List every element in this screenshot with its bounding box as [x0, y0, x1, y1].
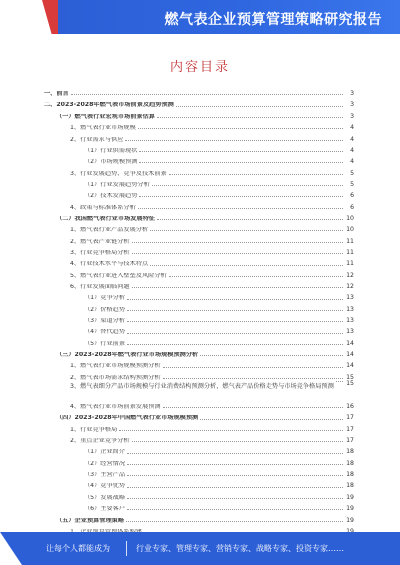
toc-leader-dots [138, 208, 343, 209]
toc-entry-page: 19 [346, 516, 354, 524]
toc-entry-page: 12 [346, 271, 354, 279]
toc-entry[interactable] [44, 358, 354, 369]
toc-entry-label: （1）企业简介 [44, 449, 126, 455]
toc-leader-dots [336, 381, 343, 382]
toc-entry-page: 5 [350, 180, 354, 188]
page-footer [0, 532, 400, 565]
toc-entry-label: 1、行业竞争格局 [44, 427, 118, 433]
toc-entry-page: 18 [346, 459, 354, 467]
toc-leader-dots [200, 355, 343, 356]
toc-entry-page: 3 [350, 112, 354, 120]
toc-entry[interactable] [44, 347, 354, 358]
toc-entry-label: 一、前言 [44, 91, 69, 98]
toc-entry[interactable] [44, 302, 354, 313]
toc-leader-dots [139, 162, 343, 163]
toc-entry-label: （2）技术发展趋势 [44, 193, 138, 199]
toc-entry-page: 13 [346, 294, 354, 302]
toc-entry-label: 4、燃气表行业市场前景发展预测 [44, 404, 162, 410]
toc-entry-page: 13 [346, 317, 354, 325]
toc-entry-page: 17 [346, 425, 354, 433]
toc-entry-page: 11 [346, 260, 354, 268]
toc-leader-dots [132, 242, 343, 243]
toc-entry-label: 2、行业需求与供应 [44, 137, 124, 143]
toc-entry-page: 18 [346, 482, 354, 490]
toc-entry-page: 4 [350, 135, 354, 143]
toc-entry-label: 3、行业竞争格局分析 [44, 250, 131, 256]
toc-leader-dots [127, 464, 343, 465]
toc-entry-label: （一）燃气表行业宏观市场前景估算 [44, 114, 156, 120]
toc-leader-dots [127, 487, 343, 488]
toc-entry[interactable] [44, 410, 354, 421]
toc-entry[interactable] [44, 86, 354, 97]
page-marker: · [345, 514, 347, 520]
toc-entry[interactable] [44, 501, 354, 512]
toc-entry-label: （1）行业发展趋势分析 [44, 182, 151, 188]
toc-entry-label: 二、2023-2028年燃气表市场前景及趋势预测 [44, 102, 174, 109]
toc-entry-label: （四）2023-2028年中国燃气表行业市场规模预测 [44, 415, 199, 421]
toc-entry[interactable] [44, 143, 354, 154]
toc-entry-label: （二）我国燃气表行业市场发展特征 [44, 216, 156, 222]
toc-entry[interactable] [44, 456, 354, 467]
toc-leader-dots [71, 94, 343, 95]
toc-entry-page: 4 [350, 124, 354, 132]
toc-entry-page: 17 [346, 437, 354, 445]
toc-entry-page: 11 [346, 237, 354, 245]
toc-entry-label: （2）经营情况 [44, 461, 126, 467]
toc-entry-page: 10 [346, 214, 354, 222]
toc-leader-dots [139, 151, 343, 152]
toc-entry[interactable] [44, 370, 354, 381]
toc-entry-page: 14 [346, 362, 354, 370]
toc-entry-label: 2、燃气表市场需求结构预测分析 [44, 375, 162, 381]
toc-entry[interactable] [44, 154, 354, 165]
toc-entry-label: （1）行业供需现状 [44, 148, 138, 154]
toc-entry[interactable] [44, 268, 354, 279]
toc-entry-label: （2）市场规模预测 [44, 159, 138, 165]
footer-divider [126, 541, 127, 556]
toc-entry[interactable] [44, 313, 354, 324]
toc-heading: 内容目录 [169, 60, 230, 75]
toc-entry[interactable] [44, 233, 354, 244]
toc-entry-page: 3 [350, 90, 354, 98]
toc-entry[interactable] [44, 211, 354, 222]
toc-leader-dots [139, 196, 343, 197]
toc-entry-label: （三）2023-2028年燃气表行业市场规模预测分析 [44, 352, 199, 358]
toc-entry[interactable] [44, 245, 354, 256]
toc-entry[interactable] [44, 512, 354, 523]
toc-entry-label: 1、燃气表行业产品发展分析 [44, 227, 149, 233]
toc-entry-label: （1）竞争分析 [44, 295, 126, 301]
toc-entry-label: （4）替代趋势 [44, 329, 126, 335]
toc-leader-dots [125, 140, 343, 141]
toc-entry[interactable] [44, 336, 354, 347]
toc-entry-page: 16 [346, 403, 354, 411]
toc-leader-dots [127, 321, 343, 322]
toc-leader-dots [127, 453, 343, 454]
toc-leader-dots [127, 475, 343, 476]
toc-leader-dots [157, 117, 343, 118]
toc-entry-label: （4）竞争优势 [44, 483, 126, 489]
toc-entry-label: 3、行业发展趋势、竞争及技术前景 [44, 171, 168, 177]
toc-entry[interactable] [44, 120, 354, 131]
toc-entry-page: 5 [350, 169, 354, 177]
toc-entry[interactable] [44, 444, 354, 455]
toc-entry[interactable] [44, 290, 354, 301]
toc-entry-page: 3 [350, 101, 354, 109]
toc-entry[interactable] [44, 279, 354, 290]
toc-entry-page: 4 [350, 158, 354, 166]
toc-leader-dots [163, 407, 343, 408]
toc-entry-page: 18 [346, 448, 354, 456]
toc-entry[interactable] [44, 177, 354, 188]
toc-entry-page: 6 [350, 192, 354, 200]
toc-entry[interactable] [44, 131, 354, 142]
toc-leader-dots [157, 219, 343, 220]
toc-entry-page: 18 [346, 471, 354, 479]
toc-entry[interactable] [44, 490, 354, 501]
toc-entry[interactable] [44, 467, 354, 478]
toc-entry-page: 19 [346, 493, 354, 501]
toc-entry[interactable] [44, 256, 354, 267]
toc-entry-page: 14 [346, 351, 354, 359]
toc-entry-page: 17 [346, 414, 354, 422]
toc-entry[interactable] [44, 478, 354, 489]
report-title: 燃气表企业预算管理策略研究报告 [164, 12, 382, 28]
toc-entry-label: （3）主营产品 [44, 472, 126, 478]
toc-leader-dots [127, 333, 343, 334]
toc-entry-page: 4 [350, 146, 354, 154]
toc-entry-page: 15 [346, 379, 354, 387]
toc-entry-page: 13 [346, 328, 354, 336]
toc-entry[interactable] [44, 188, 354, 199]
toc-leader-dots [152, 185, 343, 186]
toc-entry-label: 2、重点企业竞争分析 [44, 438, 131, 444]
toc-leader-dots [163, 378, 343, 379]
toc-entry-label: 3、燃气表细分产品市场规模与行业消费结构预测分析，燃气表产品价格走势与市场竞争格局预测 [44, 381, 335, 391]
toc-leader-dots [150, 265, 343, 266]
toc-leader-dots [132, 441, 343, 442]
toc-entry-page: 13 [346, 305, 354, 313]
toc-entry-page: 12 [346, 282, 354, 290]
toc-entry-label: 6、行业发展面临问题 [44, 284, 131, 290]
toc-entry[interactable] [44, 433, 354, 444]
toc-entry[interactable] [44, 222, 354, 233]
toc-leader-dots [176, 106, 343, 107]
toc-entry-label: （3）渠道分析 [44, 318, 126, 324]
toc-leader-dots [169, 276, 343, 277]
toc-leader-dots [127, 498, 343, 499]
toc-entry-page: 10 [346, 226, 354, 234]
toc-entry-label: （6）主要客户 [44, 506, 126, 512]
toc-entry-label: （5）发展战略 [44, 495, 126, 501]
page-header [0, 0, 400, 34]
toc-leader-dots [150, 230, 343, 231]
toc-entry[interactable] [44, 381, 354, 399]
toc-entry[interactable] [44, 199, 354, 210]
toc-leader-dots [200, 419, 343, 420]
toc-leader-dots [127, 299, 343, 300]
toc-leader-dots [169, 174, 343, 175]
toc-entry-label: 2、燃气表产业链分析 [44, 239, 131, 245]
toc-leader-dots [127, 310, 343, 311]
toc-leader-dots [138, 128, 343, 129]
toc-entry-page: 11 [346, 248, 354, 256]
toc-leader-dots [126, 521, 343, 522]
footer-corner-cut [0, 532, 22, 565]
toc-leader-dots [132, 253, 343, 254]
toc-entry-label: （五）企业预算管理策略 [44, 518, 125, 524]
table-of-contents [44, 86, 354, 546]
toc-entry[interactable] [44, 97, 354, 108]
toc-entry-label: 5、燃气表行业进入壁垒及风险分析 [44, 273, 168, 279]
toc-entry-label: （5）行业前景 [44, 341, 126, 347]
toc-entry-label: 4、政策与标准体系分析 [44, 205, 137, 211]
toc-leader-dots [163, 367, 343, 368]
toc-entry[interactable] [44, 324, 354, 335]
toc-entry-page: 19 [346, 505, 354, 513]
toc-entry[interactable] [44, 109, 354, 120]
toc-entry-page: 6 [350, 203, 354, 211]
footer-slogan-right: 行业专家、管理专家、营销专家、战略专家、投资专家…… [136, 544, 344, 553]
toc-entry-page: 14 [346, 339, 354, 347]
toc-entry[interactable] [44, 165, 354, 176]
toc-entry-label: 1、燃气表行业市场规模 [44, 125, 137, 131]
toc-entry[interactable] [44, 422, 354, 433]
toc-entry-label: （2）价格趋势 [44, 307, 126, 313]
toc-leader-dots [119, 430, 343, 431]
toc-entry-label: 4、行业技术水平与技术特点 [44, 261, 149, 267]
toc-entry-page: 15 [346, 373, 354, 381]
toc-entry-label: 1、燃气表行业市场规模预测分析 [44, 363, 162, 369]
toc-leader-dots [132, 287, 343, 288]
footer-slogan-left: 让每个人都能成为 [46, 544, 110, 553]
toc-leader-dots [127, 509, 343, 510]
toc-leader-dots [127, 344, 343, 345]
toc-entry[interactable] [44, 399, 354, 410]
